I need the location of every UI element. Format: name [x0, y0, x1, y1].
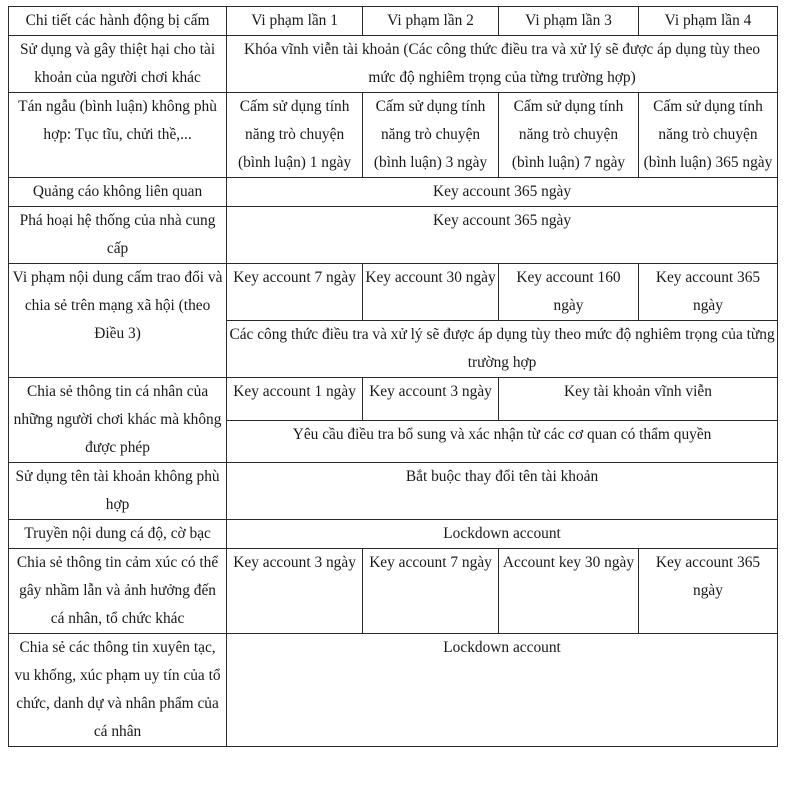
action-cell: Chia sẻ các thông tin xuyên tạc, vu khống, xúc phạm uy tín của tổ chức, danh dự và nhân phẩm của cá nhân [9, 634, 227, 747]
table-row [9, 178, 778, 207]
action-cell: Phá hoại hệ thống của nhà cung cấp [9, 207, 227, 264]
penalty-3-cell: Cấm sử dụng tính năng trò chuyện (bình luận) 7 ngày [498, 93, 638, 178]
action-cell: Chia sẻ thông tin cảm xúc có thể gây nhầm lẫn và ảnh hưởng đến cá nhân, tổ chức khác [9, 549, 227, 634]
action-cell: Vi phạm nội dung cấm trao đổi và chia sẻ trên mạng xã hội (theo Điều 3) [9, 264, 227, 378]
header-violation-1: Vi phạm lần 1 [227, 7, 363, 36]
header-violation-2: Vi phạm lần 2 [363, 7, 499, 36]
penalty-cell: Key account 365 ngày [227, 207, 778, 264]
table-row [9, 264, 778, 321]
table-row [9, 520, 778, 549]
header-prohibited-actions: Chi tiết các hành động bị cấm [9, 7, 227, 36]
penalty-3-cell: Key account 160 ngày [498, 264, 638, 321]
table-row [9, 93, 778, 178]
table-row [9, 36, 778, 93]
penalty-4-cell: Key account 365 ngày [638, 549, 777, 634]
violations-table [8, 6, 778, 747]
penalty-2-cell: Key account 30 ngày [363, 264, 499, 321]
action-cell: Quảng cáo không liên quan [9, 178, 227, 207]
penalty-1-cell: Key account 1 ngày [227, 378, 363, 421]
table-row [9, 549, 778, 634]
penalty-1-cell: Key account 7 ngày [227, 264, 363, 321]
penalty-3-cell: Key tài khoản vĩnh viễn [498, 378, 777, 421]
penalty-1-cell: Cấm sử dụng tính năng trò chuyện (bình luận) 1 ngày [227, 93, 363, 178]
table-row [9, 634, 778, 747]
penalty-2-cell: Cấm sử dụng tính năng trò chuyện (bình luận) 3 ngày [363, 93, 499, 178]
penalty-4-cell: Cấm sử dụng tính năng trò chuyện (bình luận) 365 ngày [638, 93, 777, 178]
penalty-cell: Khóa vĩnh viễn tài khoản (Các công thức điều tra và xử lý sẽ được áp dụng tùy theo mức độ nghiêm trọng của từng trường hợp) [227, 36, 778, 93]
penalty-note-cell: Yêu cầu điều tra bổ sung và xác nhận từ các cơ quan có thẩm quyền [227, 420, 778, 463]
penalty-note-cell: Các công thức điều tra và xử lý sẽ được áp dụng tùy theo mức độ nghiêm trọng của từng trường hợp [227, 321, 778, 378]
penalty-2-cell: Key account 7 ngày [363, 549, 499, 634]
table-header-row [9, 7, 778, 36]
header-violation-4: Vi phạm lần 4 [638, 7, 777, 36]
table-row [9, 463, 778, 520]
penalty-4-cell: Key account 365 ngày [638, 264, 777, 321]
penalty-3-cell: Account key 30 ngày [498, 549, 638, 634]
action-cell: Truyền nội dung cá độ, cờ bạc [9, 520, 227, 549]
table-row [9, 207, 778, 264]
action-cell: Sử dụng tên tài khoản không phù hợp [9, 463, 227, 520]
penalty-cell: Bắt buộc thay đổi tên tài khoản [227, 463, 778, 520]
penalty-2-cell: Key account 3 ngày [363, 378, 499, 421]
penalty-cell: Lockdown account [227, 634, 778, 747]
action-cell: Chia sẻ thông tin cá nhân của những người chơi khác mà không được phép [9, 378, 227, 463]
action-cell: Tán ngẫu (bình luận) không phù hợp: Tục tĩu, chửi thề,... [9, 93, 227, 178]
header-violation-3: Vi phạm lần 3 [498, 7, 638, 36]
action-cell: Sử dụng và gây thiệt hại cho tài khoản của người chơi khác [9, 36, 227, 93]
penalty-cell: Lockdown account [227, 520, 778, 549]
penalty-cell: Key account 365 ngày [227, 178, 778, 207]
table-row [9, 378, 778, 421]
penalty-1-cell: Key account 3 ngày [227, 549, 363, 634]
